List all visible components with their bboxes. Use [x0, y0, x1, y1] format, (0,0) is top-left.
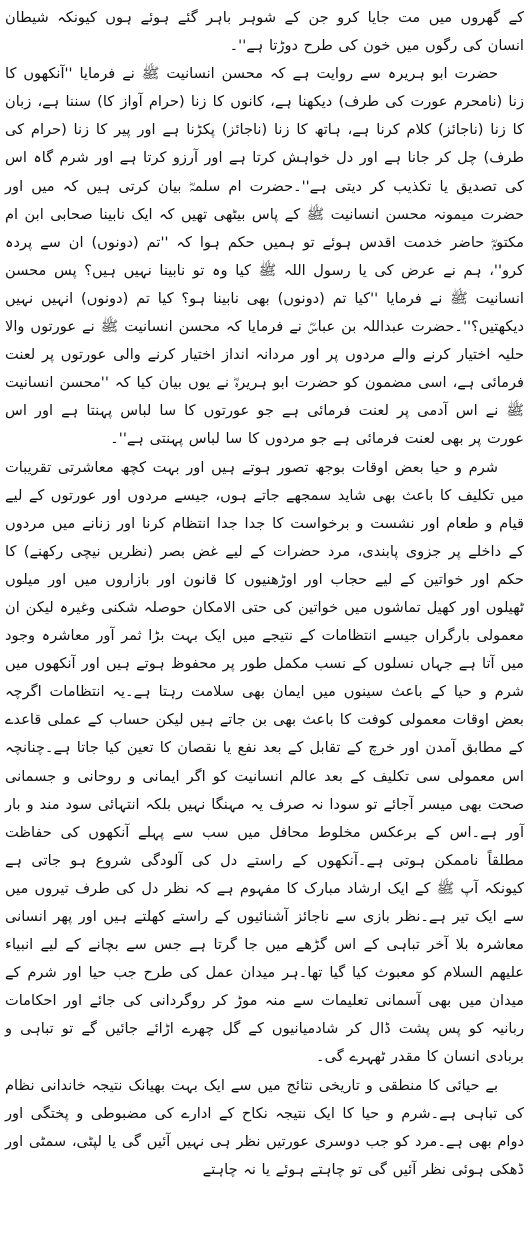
- paragraph-3: شرم و حیا بعض اوقات بوجھ تصور ہوتے ہیں اور بہت کچھ معاشرتی تقریبات میں تکلیف کا باعث بھی شاید سمجھے جاتے ہوں، جیسے مردوں اور عورتوں کے لیے قیام و طعام اور نشست و برخواست کا جدا جدا انتظام کرنا اور زنانے میں مردوں کے داخلے پر جزوی پابندی، مرد حضرات کے لیے غض بصر (نظریں نیچی رکھنے) کا حکم اور خواتین کے لیے حجاب اور اوڑھنیوں کا قانون اور بازاروں میں اور میلوں ٹھیلوں اور کھیل تماشوں میں خواتین کی حتی الامکان حوصلہ شکنی وغیرہ لیکن ان معمولی بارگراں جیسے انتظامات کے نتیجے میں ایک بہت بڑا ثمر آور معاشرہ وجود میں آتا ہے جہاں نسلوں کے نسب مکمل طور پر محفوظ ہوتے ہیں اور آنکھوں میں شرم و حیا کے باعث سینوں میں ایمان بھی سلامت رہتا ہے۔یہ انتظامات اگرچہ بعض اوقات معمولی کوفت کا باعث بھی بن جاتے ہیں لیکن حساب کے عملی قاعدے کے مطابق آمدن اور خرچ کے تقابل کے بعد نفع یا نقصان کا تعین کیا جاتا ہے۔چنانچہ اس معمولی سی تکلیف کے بعد عالم انسانیت کو اگر ایمانی و روحانی و جسمانی صحت بھی میسر آجائے تو سودا نہ صرف یہ مہنگا نہیں بلکہ انتہائی سود مند و بار آور ہے۔اس کے برعکس مخلوط محافل میں سب سے پہلے آنکھوں کی حفاظت مطلقاً ناممکن ہوتی ہے۔آنکھوں کے راستے دل کی آلودگی شروع ہو جاتی ہے کیونکہ آپ ﷺ کے ایک ارشاد مبارک کا مفہوم ہے کہ نظر دل کی طرف تیروں میں سے ایک تیر ہے۔نظر بازی سے ناجائز آشنائیوں کے راستے کھلتے ہیں اور پھر انسانی معاشرہ بلا آخر تباہی کے اس گڑھے میں جا گرتا ہے جس سے بچانے کے لیے انبیاء علیھم السلام کو معبوث کیا گیا تھا۔ہر میدان عمل کی طرح جب حیا اور شرم کے میدان میں بھی آسمانی تعلیمات سے منہ موڑ کر روگردانی کی جائے اور احکامات ربانیہ کو پس پشت ڈال کر شادمیانیوں کے گل چھرے اڑائے جائیں گے تو تباہی و بربادی انسان کا مقدر ٹھہرے گی۔: [5, 458, 524, 1066]
- paragraph-4: بے حیائی کا منطقی و تاریخی نتائج میں سے ایک بہت بھیانک نتیجہ خاندانی نظام کی تباہی ہے۔شرم و حیا کا ایک نتیجہ نکاح کے ادارے کی مضبوطی و پختگی اور دوام بھی ہے۔مرد کو جب دوسری عورتیں نظر ہی نہیں آئیں گی یا لپٹی، سمٹی اور ڈھکی ہوئی نظر آئیں گی تو چاہتے ہوئے یا نہ چاہتے: [5, 1076, 524, 1178]
- paragraph-1: کے گھروں میں مت جایا کرو جن کے شوہر باہر گئے ہوئے ہوں کیونکہ شیطان انسان کی رگوں میں خون کی طرح دوڑتا ہے''۔: [5, 9, 524, 55]
- paragraph-2: حضرت ابو ہریرہ سے روایت ہے کہ محسن انسانیت ﷺ نے فرمایا ''آنکھوں کا زنا (نامحرم عورت کی طرف) دیکھنا ہے، کانوں کا زنا (حرام آواز کا) سننا ہے، زبان کا زنا (ناجائز) کلام کرنا ہے، ہاتھ کا زنا (ناجائز) پکڑنا ہے اور پیر کا زنا (حرام کی طرف) چل کر جانا ہے اور دل خواہش کرتا ہے اور آرزو کرتا ہے اور شرم گاہ اس کی تصدیق یا تکذیب کر دیتی ہے''۔حضرت ام سلمہؓ بیان کرتی ہیں کہ میں اور حضرت میمونہ محسن انسانیت ﷺ کے پاس بیٹھی تھیں کہ ایک نابینا صحابی ابن ام مکتومؓ حاضر خدمت اقدس ہوئے تو ہمیں حکم ہوا کہ ''تم (دونوں) ان سے پردہ کرو''، ہم نے عرض کی یا رسول اللہ ﷺ کیا وہ تو نابینا نہیں ہیں؟ پس محسن انسانیت ﷺ نے فرمایا ''کیا تم (دونوں) بھی نابینا ہو؟ کیا تم (دونوں) انہیں نہیں دیکھتیں؟''۔حضرت عبداللہ بن عباسؓ نے فرمایا کہ محسن انسانیت ﷺ نے عورتوں والا حلیہ اختیار کرنے والے مردوں پر اور مردانہ انداز اختیار کرنے والی عورتوں پر لعنت فرمائی ہے، اسی مضمون کو حضرت ابو ہریرہؓ نے یوں بیان کیا کہ ''محسن انسانیت ﷺ نے اس آدمی پر لعنت فرمائی ہے جو عورتوں کا سا لباس پہنتا ہے اور اس عورت پر بھی لعنت فرمائی ہے جو مردوں کا سا لباس پہنتی ہے''۔: [5, 65, 524, 448]
